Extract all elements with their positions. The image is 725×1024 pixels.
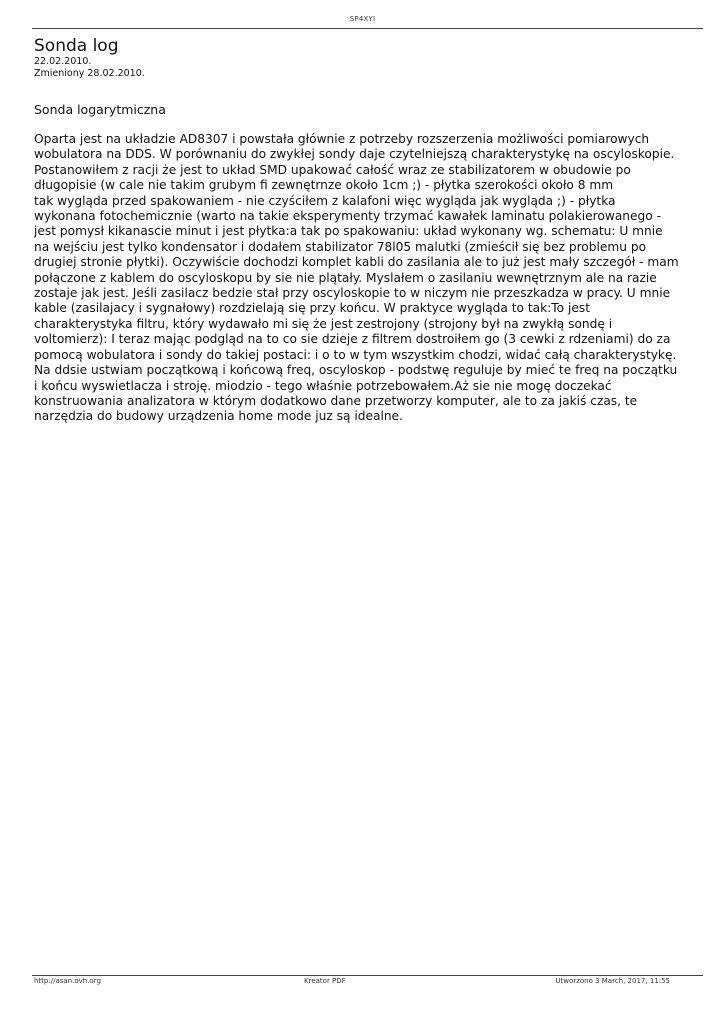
header-site-name: SP4XYI xyxy=(349,15,376,23)
header-divider xyxy=(32,28,703,29)
modified-date: Zmieniony 28.02.2010. xyxy=(34,68,145,79)
footer-url[interactable]: http://asan.ovh.org xyxy=(34,977,101,985)
article-subtitle: Sonda logarytmiczna xyxy=(34,102,166,117)
article xyxy=(34,36,700,425)
footer-divider xyxy=(32,975,703,976)
footer-generator: Kreator PDF xyxy=(304,977,346,985)
article-title: Sonda log xyxy=(34,36,119,56)
published-date: 22.02.2010. xyxy=(34,56,92,67)
footer-created: Utworzono 3 March, 2017, 11:55 xyxy=(555,977,670,985)
article-body: Oparta jest na układzie AD8307 i powstała głównie z potrzeby rozszerzenia możliwości pomiarowych wobulatora na DDS. W porównaniu do zwykłej sondy daje czytelniejszą charakterystykę na oscyloskopie. Postanowiłem z racji że jest to układ SMD upakować całość wraz ze stabilizatorem w obudowie po długopisie (w cale nie takim grubym fi zewnętrnze około 1cm ;) - płytka szerokości około 8 mm tak wygląda przed spakowaniem - nie czyściłem z kalafoni więc wygląda jak wygląda ;) - płytka wykonana fotochemicznie (warto na takie eksperymenty trzymać kawałek laminatu polakierowanego - jest pomysł kikanascie minut i jest płytka:a tak po spakowaniu: układ wykonany wg. schematu: U mnie na wejściu jest tylko kondensator i dodałem stabilizator 78l05 malutki (zmieścił się bez problemu po drugiej stronie płytki). Oczywiście dochodzi komplet kabli do zasilania ale to już jest mały szczegół - mam połączone z kablem do oscyloskopu by sie nie plątały. Myslałem o zasilaniu wewnętrznym ale na razie zostaje jak jest. Jeśli zasilacz bedzie stał przy oscyloskopie to w niczym nie przeszkadza w pracy. U mnie kable (zasilajacy i sygnałowy) rozdzielają się przy końcu. W praktyce wygląda to tak:To jest charakterystyka filtru, który wydawało mi się że jest zestrojony (strojony był na zwykłą sondę i voltomierz): I teraz mając podgląd na to co sie dzieje z filtrem dostroiłem go (3 cewki z rdzeniami) do za pomocą wobulatora i sondy do takiej postaci: i o to w tym wszystkim chodzi, widać całą charakterystykę. Na ddsie ustwiam początkową i końcową freq, oscyloskop - podstwę reguluje by mieć te freq na początku i końcu wyswietlacza i stroję. miodzio - tego właśnie potrzebowałem.Aż sie nie mogę doczekać konstruowania analizatora w którym dodatkowo dane przetworzy komputer, ale to za jakiś czas, te narzędzia do budowy urządzenia home mode juz są idealne. xyxy=(34,132,679,424)
